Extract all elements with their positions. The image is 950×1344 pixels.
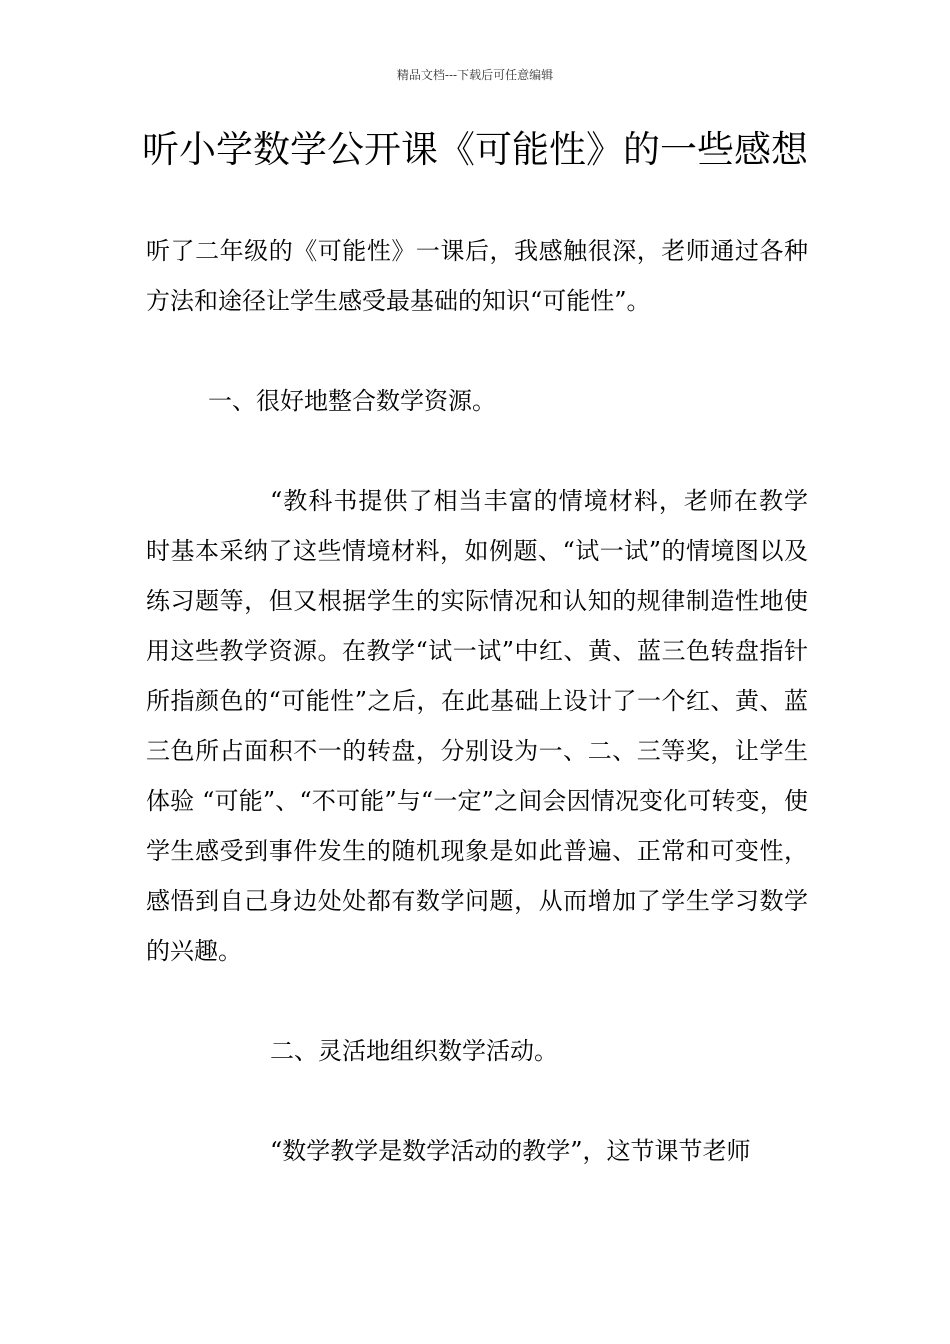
intro-paragraph: 听了二年级的《可能性》一课后，我感触很深，老师通过各种方法和途径让学生感受最基础的知识“可能性”。 (146, 237, 808, 315)
section2-heading: 二、灵活地组织数学活动。 (270, 1037, 558, 1065)
paragraph-gap (146, 326, 808, 376)
document-title: 听小学数学公开课《可能性》的一些感想 (142, 128, 808, 171)
section1-paragraph: “教科书提供了相当丰富的情境材料，老师在教学时基本采纳了这些情境材料，如例题、“试一试”的情境图以及练习题等，但又根据学生的实际情况和认知的规律制造性地使用这些教学资源。在教学“试一试”中红、黄、蓝三色转盘指针所指颜色的“可能性”之后，在此基础上设计了一个红、黄、蓝三色所占面积不一的转盘，分别设为一、二、三等奖，让学生体验 “可能”、“不可能”与“一定”之间会因情况变化可转变，使学生感受到事件发生的随机现象是如此普遍、正常和可变性，感悟到自己身边处处都有数学问题，从而增加了学生学习数学的兴趣。 (146, 487, 808, 965)
paragraph-gap (146, 976, 808, 1026)
section2-paragraph: “数学教学是数学活动的教学”，这节课节老师 (270, 1137, 751, 1165)
document-body (146, 226, 808, 1176)
paragraph-gap (146, 1076, 808, 1126)
section1-heading: 一、很好地整合数学资源。 (208, 387, 496, 415)
header-note: 精品文档---下载后可任意编辑 (396, 68, 554, 82)
paragraph-gap (146, 426, 808, 476)
